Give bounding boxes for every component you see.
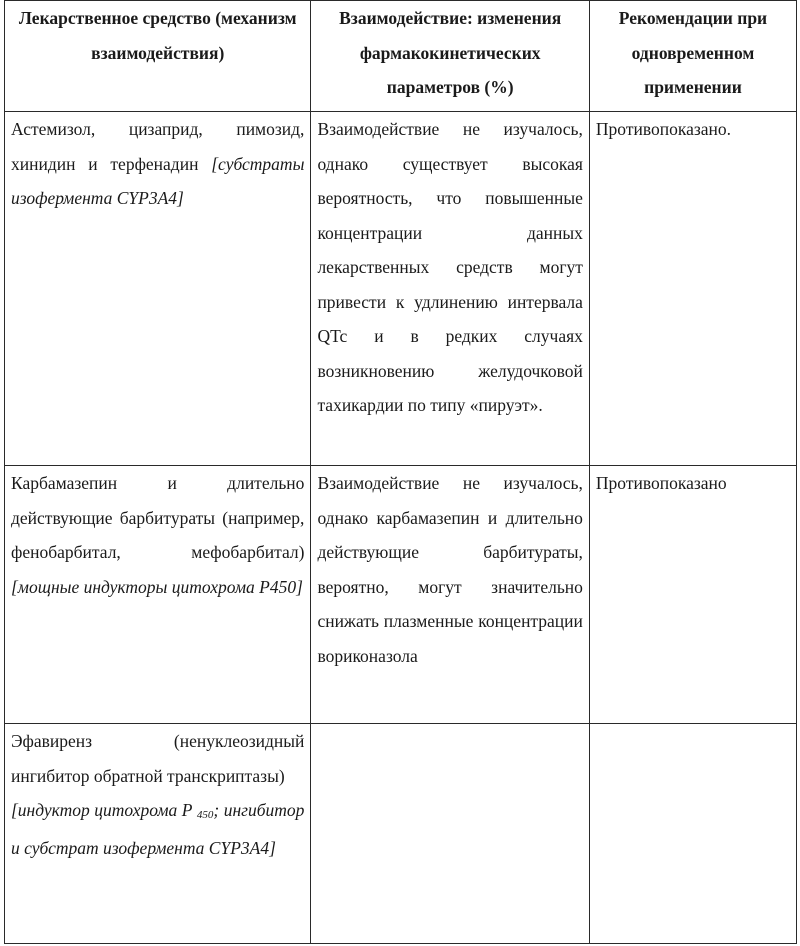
drug-cell: [5, 724, 311, 944]
drug-cell: [5, 112, 311, 466]
interaction-cell: Взаимодействие не изучалось, однако существует высокая вероятность, что повышенные концентрации данных лекарственных средств могут привести к удлинению интервала QTc и в редких случаях возникновению желудочковой тахикардии по типу «пируэт».: [311, 112, 589, 466]
table-row: [5, 112, 797, 466]
drug-mechanism: [субстраты изофермента CYP3A4]: [11, 153, 305, 208]
drug-mechanism: [11, 800, 304, 858]
mechanism-text: [индуктор цитохрома Р: [11, 800, 193, 820]
drug-cell: [5, 466, 311, 724]
mechanism-subscript: 450: [196, 809, 214, 821]
header-interaction: Взаимодействие: изменения фармакокинетических параметров (%): [311, 1, 589, 112]
recommendation-cell: Противопоказано: [589, 466, 796, 724]
drug-name: Астемизол, цизаприд, пимозид, хинидин и терфенадин: [11, 119, 305, 174]
header-drug: Лекарственное средство (механизм взаимодействия): [5, 1, 311, 112]
table-row: [5, 724, 797, 944]
mechanism-text: ; ингибитор и субстрат изофермента CYP3A4]: [11, 800, 305, 858]
drug-name: Эфавиренз (ненуклеозидный ингибитор обратной транскриптазы): [11, 731, 305, 786]
table-row: [5, 466, 797, 724]
interaction-cell: [311, 724, 589, 944]
table-header-row: [5, 1, 797, 112]
recommendation-cell: [589, 724, 796, 944]
drug-interaction-table: [4, 0, 797, 944]
recommendation-cell: Противопоказано.: [589, 112, 796, 466]
header-recommendation: Рекомендации при одновременном применении: [589, 1, 796, 112]
interaction-cell: Взаимодействие не изучалось, однако карбамазепин и длительно действующие барбитураты, вероятно, могут значительно снижать плазменные концентрации вориконазола: [311, 466, 589, 724]
drug-name: Карбамазепин и длительно действующие барбитураты (например, фенобарбитал, мефобарбитал): [11, 473, 305, 562]
drug-mechanism: [мощные индукторы цитохрома Р450]: [11, 576, 303, 597]
